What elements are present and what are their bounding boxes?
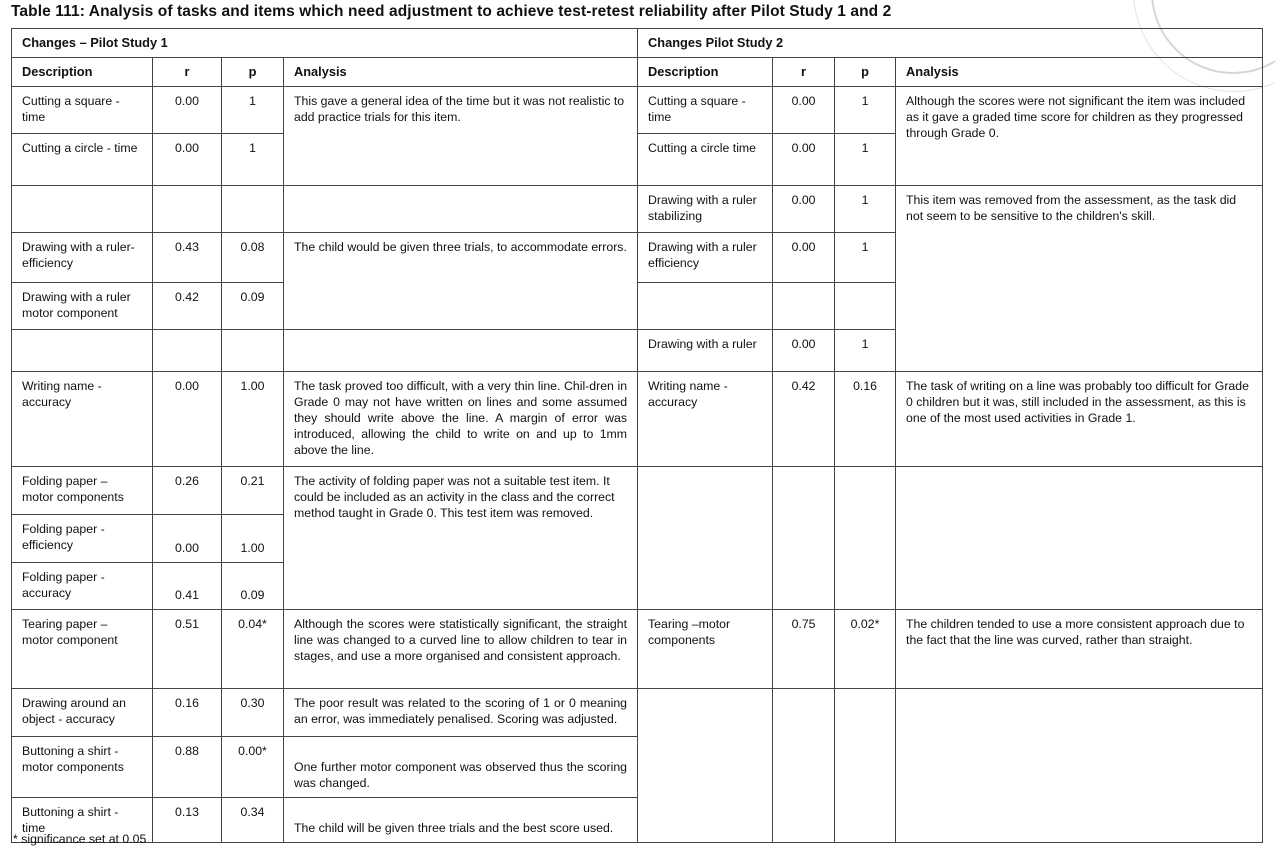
cell-r-2: 0.00 bbox=[773, 233, 835, 283]
cell-p: 1 bbox=[222, 134, 284, 186]
cell-p: 0.00* bbox=[222, 737, 284, 798]
cell-empty bbox=[638, 283, 773, 330]
cell-description: Buttoning a shirt - motor components bbox=[12, 737, 153, 798]
col-header-r-2: r bbox=[773, 58, 835, 87]
cell-r: 0.88 bbox=[153, 737, 222, 798]
col-header-p: p bbox=[222, 58, 284, 87]
cell-r-2: 0.75 bbox=[773, 610, 835, 689]
cell-empty bbox=[284, 186, 638, 233]
cell-p-2: 1 bbox=[835, 134, 896, 186]
cell-r: 0.13 bbox=[153, 798, 222, 843]
footnote: * significance set at 0.05 bbox=[13, 832, 147, 846]
cell-p-2: 1 bbox=[835, 87, 896, 134]
cell-r-2: 0.00 bbox=[773, 134, 835, 186]
cell-empty bbox=[638, 467, 773, 610]
cell-r: 0.00 bbox=[153, 87, 222, 134]
col-header-p-2: p bbox=[835, 58, 896, 87]
cell-empty bbox=[153, 330, 222, 372]
cell-r: 0.41 bbox=[153, 563, 222, 610]
column-header-row bbox=[12, 58, 1263, 87]
cell-p: 1 bbox=[222, 87, 284, 134]
cell-description: Folding paper - accuracy bbox=[12, 563, 153, 610]
cell-p: 0.08 bbox=[222, 233, 284, 283]
cell-description-2: Drawing with a ruler efficiency bbox=[638, 233, 773, 283]
cell-p-2: 0.02* bbox=[835, 610, 896, 689]
cell-r-2: 0.00 bbox=[773, 186, 835, 233]
table-row bbox=[12, 467, 1263, 515]
cell-analysis-buttoning-time: The child will be given three trials and the best score used. bbox=[284, 798, 638, 843]
cell-r: 0.43 bbox=[153, 233, 222, 283]
cell-empty bbox=[896, 467, 1263, 610]
cell-empty bbox=[835, 283, 896, 330]
cell-description: Drawing around an object - accuracy bbox=[12, 689, 153, 737]
cell-empty bbox=[222, 330, 284, 372]
cell-description: Cutting a circle - time bbox=[12, 134, 153, 186]
cell-analysis-tearing: Although the scores were statistically significant, the straight line was changed to a curved line to allow children to tear in stages, and use a more organised and consistent approach. bbox=[284, 610, 638, 689]
cell-p: 0.04* bbox=[222, 610, 284, 689]
cell-p: 0.21 bbox=[222, 467, 284, 515]
cell-r: 0.00 bbox=[153, 515, 222, 563]
col-header-analysis-2: Analysis bbox=[896, 58, 1263, 87]
cell-description: Tearing paper – motor component bbox=[12, 610, 153, 689]
cell-analysis2-tearing: The children tended to use a more consistent approach due to the fact that the line was curved, rather than straight. bbox=[896, 610, 1263, 689]
cell-description: Buttoning a shirt - time bbox=[12, 798, 153, 843]
cell-r-2: 0.00 bbox=[773, 330, 835, 372]
cell-analysis-cutting: This gave a general idea of the time but it was not realistic to add practice trials for this item. bbox=[284, 87, 638, 186]
cell-p: 1.00 bbox=[222, 515, 284, 563]
cell-r-2: 0.42 bbox=[773, 372, 835, 467]
cell-r: 0.51 bbox=[153, 610, 222, 689]
cell-empty bbox=[12, 186, 153, 233]
cell-analysis2-ruler: This item was removed from the assessment, as the task did not seem to be sensitive to the children's skill. bbox=[896, 186, 1263, 372]
cell-p: 0.09 bbox=[222, 563, 284, 610]
group-header-row bbox=[12, 29, 1263, 58]
cell-analysis-writing: The task proved too difficult, with a very thin line. Chil-dren in Grade 0 may not have written on lines and some assumed they should write above the line. A margin of error was introduced, allowing the child to write on and up to 1mm above the line. bbox=[284, 372, 638, 467]
cell-description-2: Cutting a circle time bbox=[638, 134, 773, 186]
col-header-r: r bbox=[153, 58, 222, 87]
cell-empty bbox=[835, 467, 896, 610]
cell-empty bbox=[835, 689, 896, 843]
cell-analysis-buttoning-motor: One further motor component was observed thus the scoring was changed. bbox=[284, 737, 638, 798]
table-row bbox=[12, 689, 1263, 737]
cell-description-2: Drawing with a ruler stabilizing bbox=[638, 186, 773, 233]
cell-analysis-folding: The activity of folding paper was not a suitable test item. It could be included as an activity in the class and the correct method taught in Grade 0. This test item was removed. bbox=[284, 467, 638, 610]
table-row bbox=[12, 186, 1263, 233]
cell-r: 0.00 bbox=[153, 372, 222, 467]
reliability-table bbox=[11, 28, 1263, 843]
cell-empty bbox=[153, 186, 222, 233]
cell-empty bbox=[896, 689, 1263, 843]
table-row bbox=[12, 372, 1263, 467]
cell-description: Cutting a square - time bbox=[12, 87, 153, 134]
cell-description-2: Tearing –motor components bbox=[638, 610, 773, 689]
cell-empty bbox=[773, 283, 835, 330]
cell-description-2: Drawing with a ruler bbox=[638, 330, 773, 372]
cell-p-2: 1 bbox=[835, 186, 896, 233]
col-header-analysis: Analysis bbox=[284, 58, 638, 87]
cell-analysis2-cutting: Although the scores were not significant the item was included as it gave a graded time score for children as they progressed through Grade 0. bbox=[896, 87, 1263, 186]
cell-analysis-drawing-around: The poor result was related to the scoring of 1 or 0 meaning an error, was immediately penalised. Scoring was adjusted. bbox=[284, 689, 638, 737]
cell-p-2: 1 bbox=[835, 330, 896, 372]
cell-empty bbox=[773, 467, 835, 610]
cell-empty bbox=[773, 689, 835, 843]
cell-p: 0.30 bbox=[222, 689, 284, 737]
cell-description-2: Writing name - accuracy bbox=[638, 372, 773, 467]
cell-r-2: 0.00 bbox=[773, 87, 835, 134]
cell-p: 0.34 bbox=[222, 798, 284, 843]
cell-description: Folding paper - efficiency bbox=[12, 515, 153, 563]
cell-analysis-ruler: The child would be given three trials, to accommodate errors. bbox=[284, 233, 638, 330]
col-header-description: Description bbox=[12, 58, 153, 87]
cell-analysis2-writing: The task of writing on a line was probably too difficult for Grade 0 children but it was, still included in the assessment, as this is one of the most used activities in Grade 1. bbox=[896, 372, 1263, 467]
cell-p-2: 1 bbox=[835, 233, 896, 283]
group-header-pilot2: Changes Pilot Study 2 bbox=[638, 29, 1263, 58]
group-header-pilot1: Changes – Pilot Study 1 bbox=[12, 29, 638, 58]
cell-p: 0.09 bbox=[222, 283, 284, 330]
cell-empty bbox=[12, 330, 153, 372]
table-row bbox=[12, 610, 1263, 689]
cell-empty bbox=[222, 186, 284, 233]
cell-r: 0.16 bbox=[153, 689, 222, 737]
cell-r: 0.42 bbox=[153, 283, 222, 330]
cell-empty bbox=[638, 689, 773, 843]
cell-description-2: Cutting a square - time bbox=[638, 87, 773, 134]
cell-description: Writing name - accuracy bbox=[12, 372, 153, 467]
table-title: Table 111: Analysis of tasks and items which need adjustment to achieve test-retest reliability after Pilot Study 1 and 2 bbox=[11, 3, 892, 20]
cell-empty bbox=[284, 330, 638, 372]
cell-description: Drawing with a ruler motor component bbox=[12, 283, 153, 330]
cell-r: 0.00 bbox=[153, 134, 222, 186]
cell-description: Folding paper – motor components bbox=[12, 467, 153, 515]
col-header-description-2: Description bbox=[638, 58, 773, 87]
cell-description: Drawing with a ruler- efficiency bbox=[12, 233, 153, 283]
cell-p-2: 0.16 bbox=[835, 372, 896, 467]
table-row bbox=[12, 87, 1263, 134]
cell-r: 0.26 bbox=[153, 467, 222, 515]
cell-p: 1.00 bbox=[222, 372, 284, 467]
